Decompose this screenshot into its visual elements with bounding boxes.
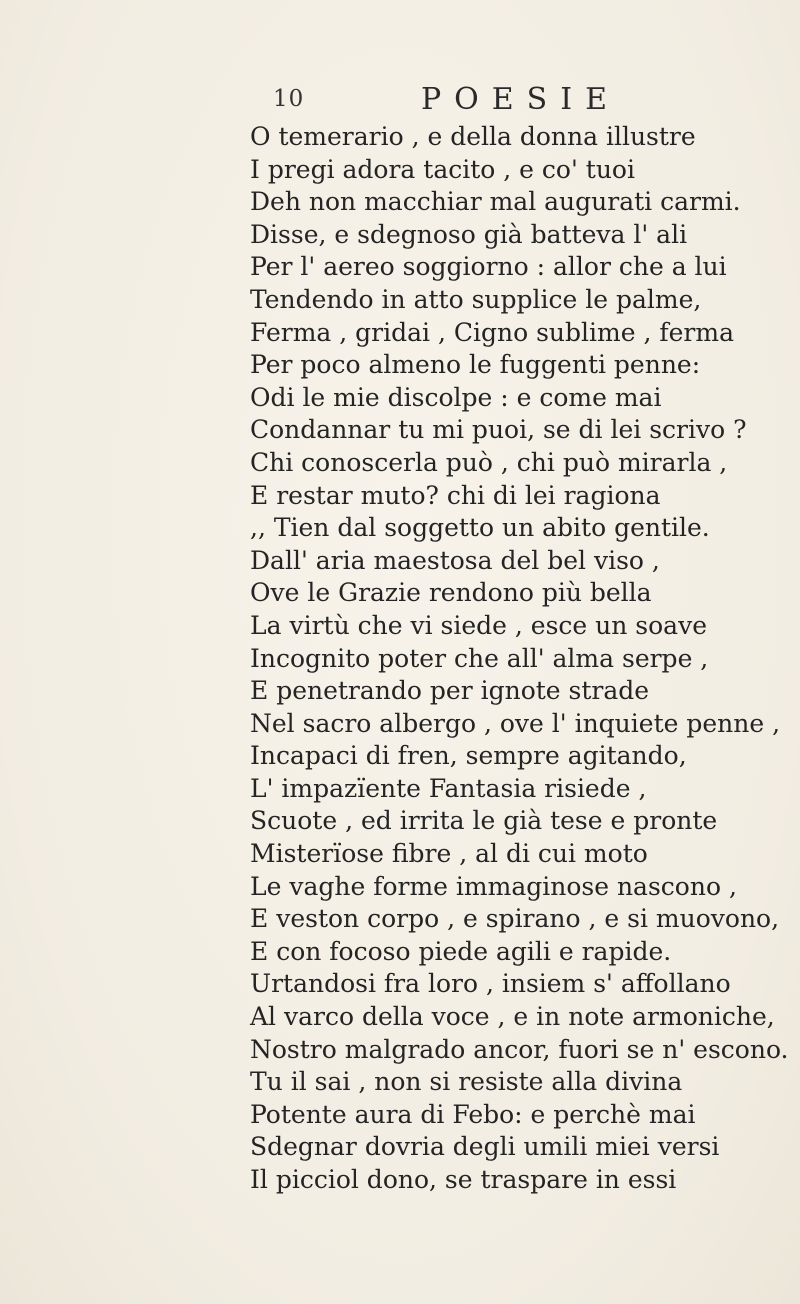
verse-line: Ove le Grazie rendono più bella [250,578,652,608]
verse-line: Disse, e sdegnoso già batteva l' ali [250,219,688,249]
verse-line: Nel sacro albergo , ove l' inquiete penne , [250,708,781,738]
verse-line: Il picciol dono, se traspare in essi [250,1165,677,1194]
verse-line: Condannar tu mi puoi, se di lei scrivo ? [250,415,747,445]
verse-line: Le vaghe forme immaginose nascono , [250,871,737,901]
verse-line: Sdegnar dovria degli umili miei versi [250,1132,720,1162]
verse-line: E con focoso piede agili e rapide. [250,936,672,966]
verse-line: Al varco della voce , e in note armoniche, [250,1002,775,1032]
poem-text [250,121,790,1197]
verse-line: E restar muto? chi di lei ragiona [250,480,661,510]
verse-line: E penetrando per ignote strade [250,676,650,706]
running-head: POESIE [421,82,620,117]
verse-line: Scuote , ed irrita le già tese e pronte [250,806,718,836]
verse-line: L' impazïente Fantasia risiede , [250,773,647,803]
verse-line: Misterïose fibre , al di cui moto [250,839,648,869]
verse-line: Dall' aria maestosa del bel viso , [250,545,660,575]
verse-line: La virtù che vi siede , esce un soave [250,610,708,640]
verse-line: Tu il sai , non si resiste alla divina [250,1067,683,1097]
page-number: 10 [273,86,305,112]
verse-line: Nostro malgrado ancor, fuori se n' escono. [250,1034,789,1064]
verse-line: Incognito poter che all' alma serpe , [250,643,709,673]
verse-line: Urtandosi fra loro , insiem s' affollano [250,969,731,999]
verse-line: Per poco almeno le fuggenti penne: [250,350,701,380]
verse-line: I pregi adora tacito , e co' tuoi [250,154,635,184]
verse-line: Incapaci di fren, sempre agitando, [250,741,687,771]
verse-line: Potente aura di Febo: e perchè mai [250,1099,696,1129]
verse-line: Ferma , gridai , Cigno sublime , ferma [250,317,734,347]
verse-line: Per l' aereo soggiorno : allor che a lui [250,252,727,282]
verse-line: Deh non macchiar mal augurati carmi. [250,187,741,217]
verse-line: E veston corpo , e spirano , e si muovono, [250,904,780,934]
verse-line: O temerario , e della donna illustre [250,122,696,151]
verse-line: Chi conoscerla può , chi può mirarla , [250,447,728,477]
verse-line: Odi le mie discolpe : e come mai [250,382,662,412]
verse-line: ,, Tien dal soggetto un abito gentile. [250,513,710,543]
verse-line: Tendendo in atto supplice le palme, [250,284,702,314]
page-header [0,82,800,122]
